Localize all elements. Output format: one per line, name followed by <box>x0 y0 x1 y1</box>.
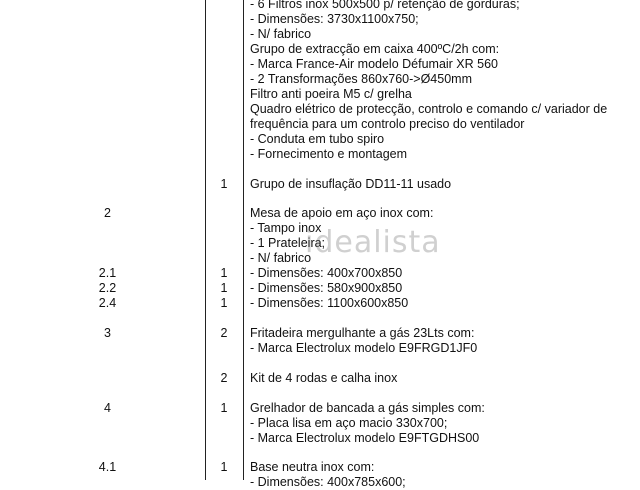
table-row <box>0 0 640 12</box>
table-row <box>0 57 640 72</box>
table-row <box>0 266 640 281</box>
description: - Dimensões: 400x785x600; <box>250 475 406 489</box>
table-row <box>0 117 640 132</box>
quantity: 1 <box>220 281 228 295</box>
table-row <box>0 87 640 102</box>
watermark: idealista <box>305 225 441 260</box>
item-number: 4.1 <box>98 460 117 474</box>
table-row <box>0 12 640 27</box>
table-row <box>0 72 640 87</box>
description: Grupo de insuflação DD11-11 usado <box>250 177 452 191</box>
description: - Dimensões: 1100x600x850 <box>250 296 409 310</box>
table-row <box>0 147 640 162</box>
description: Fritadeira mergulhante a gás 23Lts com: <box>250 326 475 340</box>
table-row <box>0 475 640 490</box>
description: - Marca Electrolux modelo E9FRGD1JF0 <box>250 341 478 355</box>
description: - Tampo inox <box>250 221 322 235</box>
table-row <box>0 102 640 117</box>
item-number: 4 <box>104 401 111 415</box>
quantity: 1 <box>220 401 228 415</box>
description: - Marca France-Air modelo Défumair XR 560 <box>250 57 498 71</box>
quantity: 1 <box>220 266 228 280</box>
description: Mesa de apoio em aço inox com: <box>250 206 434 220</box>
description: - N/ fabrico <box>250 251 312 265</box>
item-number: 2 <box>104 206 111 220</box>
description: frequência para um controlo preciso do ventilador <box>250 117 525 131</box>
table-row <box>0 460 640 475</box>
item-number: 2.4 <box>98 296 117 310</box>
table-row <box>0 27 640 42</box>
description: - Placa lisa em aço macio 330x700; <box>250 416 448 430</box>
table-row <box>0 132 640 147</box>
description: - 6 Filtros inox 500x500 p/ retenção de gorduras; <box>250 0 520 11</box>
description: Kit de 4 rodas e calha inox <box>250 371 398 385</box>
table-row <box>0 177 640 192</box>
quantity: 1 <box>220 460 228 474</box>
quantity: 2 <box>220 326 228 340</box>
quantity: 1 <box>220 177 228 191</box>
table-row <box>0 341 640 356</box>
description: - N/ fabrico <box>250 27 312 41</box>
table-row <box>0 431 640 446</box>
table-row <box>0 326 640 341</box>
quantity: 2 <box>220 371 228 385</box>
description: Grupo de extracção em caixa 400ºC/2h com: <box>250 42 500 56</box>
description: - Dimensões: 580x900x850 <box>250 281 403 295</box>
description: Grelhador de bancada a gás simples com: <box>250 401 485 415</box>
description: - 2 Transformações 860x760->Ø450mm <box>250 72 472 86</box>
item-number: 3 <box>104 326 111 340</box>
table-row <box>0 371 640 386</box>
description: - Dimensões: 3730x1100x750; <box>250 12 419 26</box>
description: Quadro elétrico de protecção, controlo e comando c/ variador de <box>250 102 608 116</box>
item-number: 2.1 <box>98 266 117 280</box>
description: - Marca Electrolux modelo E9FTGDHS00 <box>250 431 480 445</box>
table-row <box>0 206 640 221</box>
description: - Conduta em tubo spiro <box>250 132 385 146</box>
table-row <box>0 416 640 431</box>
table-row <box>0 281 640 296</box>
description: - 1 Prateleira; <box>250 236 326 250</box>
quantity: 1 <box>220 296 228 310</box>
table-row <box>0 296 640 311</box>
table-row <box>0 401 640 416</box>
description: Base neutra inox com: <box>250 460 375 474</box>
description: Filtro anti poeira M5 c/ grelha <box>250 87 412 101</box>
description: - Fornecimento e montagem <box>250 147 408 161</box>
table-row <box>0 42 640 57</box>
item-number: 2.2 <box>98 281 117 295</box>
description: - Dimensões: 400x700x850 <box>250 266 403 280</box>
